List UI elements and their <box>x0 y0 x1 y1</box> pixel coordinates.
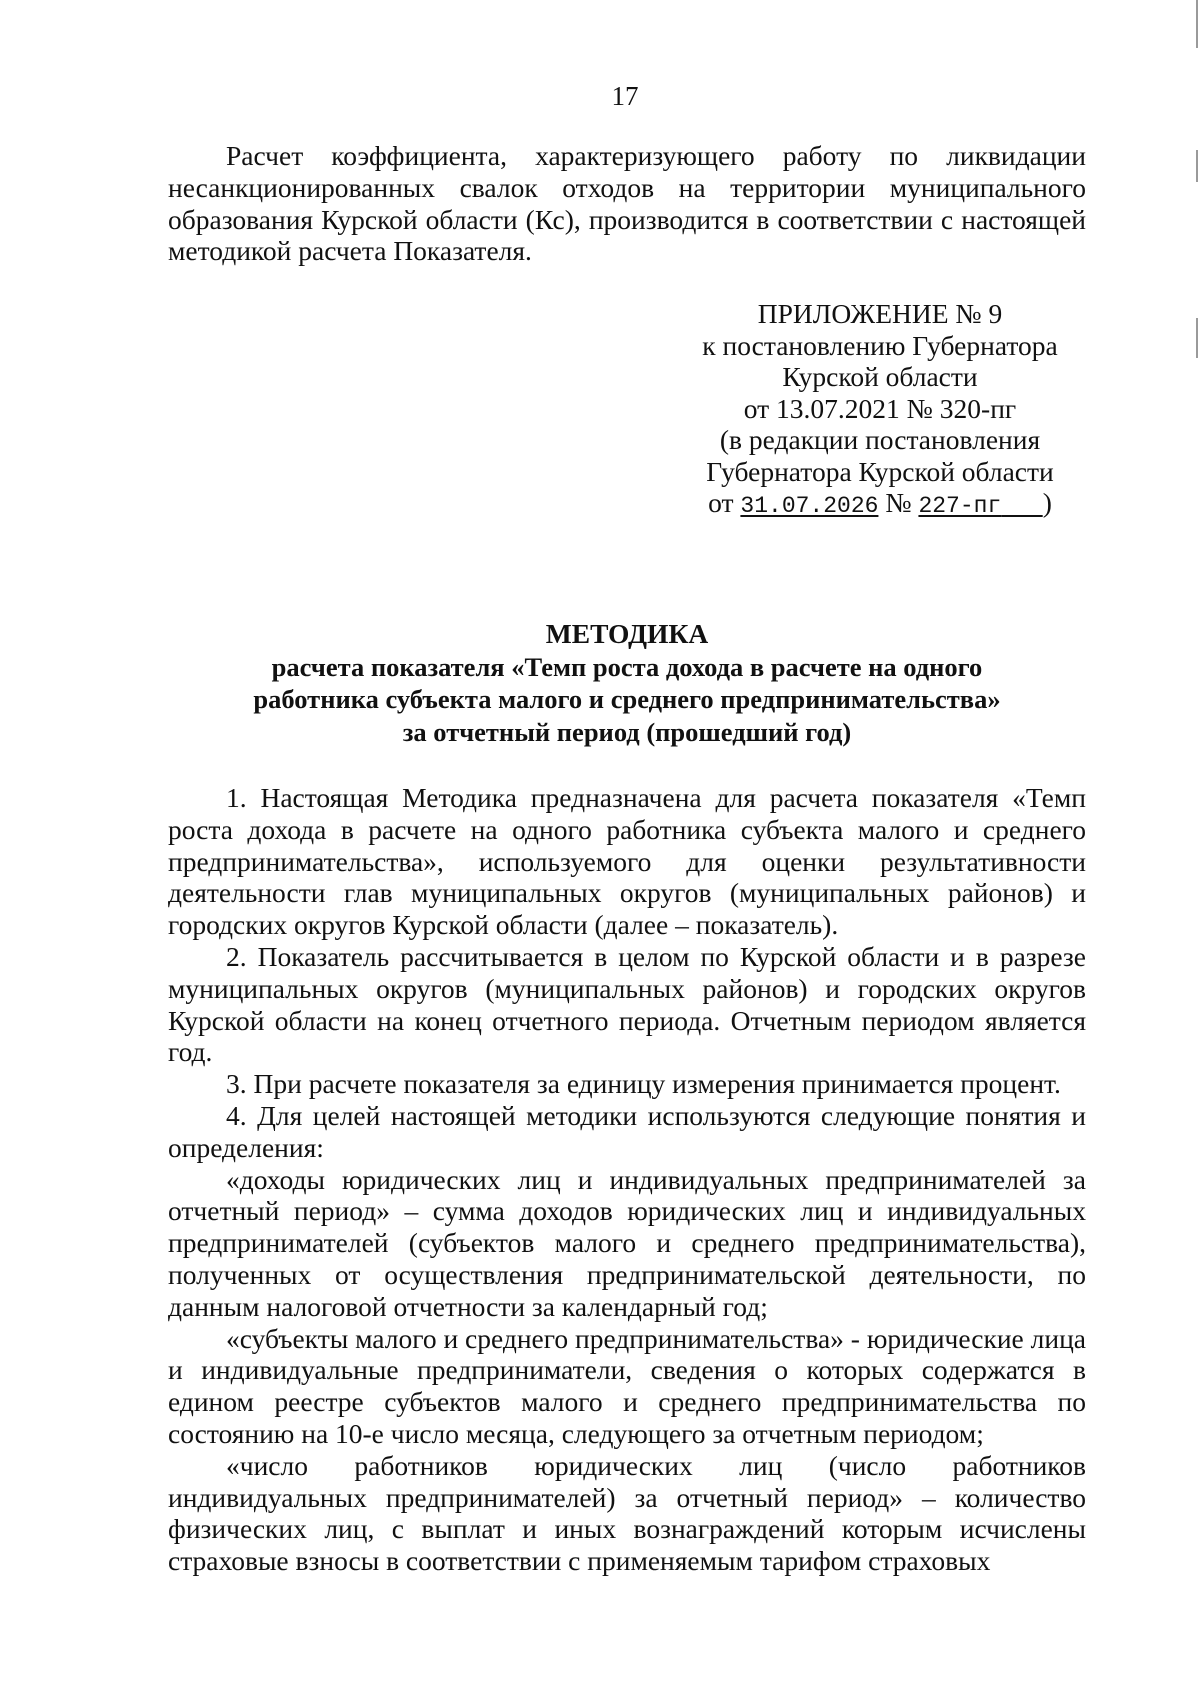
heading-subtitle: за отчетный период (прошедший год) <box>402 716 852 747</box>
definition-income: «доходы юридических лиц и индивидуальных предпринимателей за отчетный период» – сумма доходов юридических лиц и индивидуальных предпринимателей (субъектов малого и среднего предпринимательства), полученных от осуществления предпринимательской деятельности, по данным налоговой отчетности за календарный год; <box>168 1163 1086 1322</box>
intro-paragraph: Расчет коэффициента, характеризующего работу по ликвидации несанкционированных свалок отходов на территории муниципального образования Курской области (Кс), производится в соответствии с настоящей методикой расчета Показателя. <box>168 140 1086 267</box>
appendix-line: Губернатора Курской области <box>706 455 1054 487</box>
appendix-revision-date: 31.07.2026 <box>740 493 879 519</box>
document-heading <box>168 618 1086 748</box>
paragraph-3: 3. При расчете показателя за единицу измерения принимается процент. <box>226 1068 1061 1100</box>
appendix-block <box>680 298 1080 523</box>
scan-edge-mark <box>1196 150 1198 182</box>
definition-sme-subjects: «субъекты малого и среднего предпринимательства» - юридические лица и индивидуальные предприниматели, сведения о которых содержатся в едином реестре субъектов малого и среднего предпринимательства по состоянию на 10-е число месяца, следующего за отчетным периодом; <box>168 1322 1086 1449</box>
appendix-from-label: от <box>708 487 734 518</box>
scan-edge-mark <box>1196 0 1198 48</box>
intro-section <box>168 140 1086 267</box>
appendix-number-sign: № <box>885 487 912 518</box>
appendix-line: (в редакции постановления <box>719 424 1041 455</box>
heading-subtitle: расчета показателя «Темп роста дохода в расчете на одного <box>271 651 983 682</box>
paragraph-4: 4. Для целей настоящей методики используются следующие понятия и определения: <box>168 1099 1086 1163</box>
heading-subtitle: работника субъекта малого и среднего предпринимательства» <box>253 684 1001 714</box>
paragraph-2: 2. Показатель рассчитывается в целом по Курской области и в разрезе муниципальных округов (муниципальных районов) и городских округов Курской области на конец отчетного периода. Отчетным периодом является год. <box>168 940 1086 1068</box>
page-number: 17 <box>611 81 639 111</box>
appendix-revision-line <box>680 487 1080 523</box>
appendix-line: ПРИЛОЖЕНИЕ № 9 <box>757 298 1003 329</box>
scan-edge-mark <box>1196 318 1198 358</box>
appendix-line: к постановлению Губернатора <box>702 329 1058 361</box>
appendix-closing-paren: ) <box>1042 487 1052 518</box>
appendix-revision-number: 227-пг <box>918 493 1002 519</box>
appendix-line: от 13.07.2021 № 320-пг <box>743 392 1017 424</box>
appendix-underline-fill <box>1001 493 1042 519</box>
heading-title: МЕТОДИКА <box>545 618 709 649</box>
paragraph-1: 1. Настоящая Методика предназначена для расчета показателя «Темп роста дохода в расчете на одного работника субъекта малого и среднего предпринимательства», используемого для оценки результативности деятельности глав муниципальных округов (муниципальных районов) и городских округов Курской области (далее – показатель). <box>168 782 1086 941</box>
methodology-body <box>168 782 1086 1577</box>
definition-employee-count: «число работников юридических лиц (число работников индивидуальных предпринимателей) за отчетный период» – количество физических лиц, с выплат и иных вознаграждений которым исчислены страховые взносы в соответствии с применяемым тарифом страховых <box>168 1449 1086 1577</box>
appendix-line: Курской области <box>782 361 978 392</box>
